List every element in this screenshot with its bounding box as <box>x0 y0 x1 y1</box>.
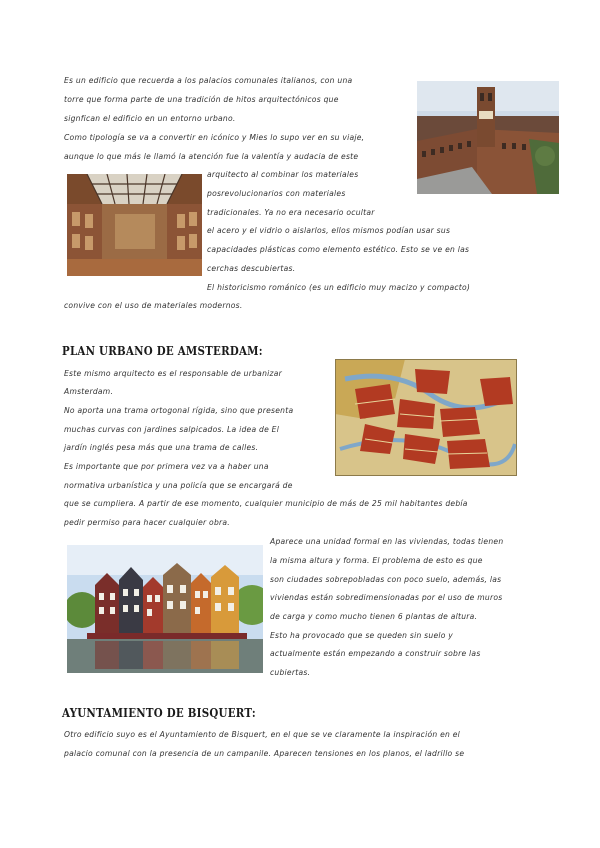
beurs-interior-photo <box>67 174 202 276</box>
section-heading-ayuntamiento: AYUNTAMIENTO DE BISQUERT: <box>62 705 256 720</box>
text-line: el acero y el vidrio o aislarlos, ellos mismos podían usar sus <box>207 226 451 235</box>
text-line: signfican el edificio en un entorno urbano. <box>64 114 236 123</box>
text-line: Como tipología se va a convertir en icónico y Mies lo supo ver en su viaje, <box>64 133 365 142</box>
text-line: Aparece una unidad formal en las viviendas, todas tienen <box>270 537 504 546</box>
text-line: El historicismo románico (es un edificio muy macizo y compacto) <box>207 283 471 292</box>
beurs-exterior-photo <box>417 81 559 194</box>
text-line: viviendas están sobredimensionadas por el uso de muros <box>270 593 503 602</box>
text-line: muchas curvas con jardines salpicados. La idea de El <box>64 425 280 434</box>
text-line: tradicionales. Ya no era necesario ocultar <box>207 208 375 217</box>
text-line: que se cumpliera. A partir de ese momento, cualquier municipio de más de 25 mil habitantes debía <box>64 499 468 508</box>
text-line: Esto ha provocado que se queden sin suelo y <box>270 631 454 640</box>
text-line: Es importante que por primera vez va a haber una <box>64 462 269 471</box>
text-line: cubiertas. <box>270 668 311 677</box>
text-line: jardín inglés pesa más que una trama de calles. <box>64 443 259 452</box>
text-line: pedir permiso para hacer cualquier obra. <box>64 518 230 527</box>
text-line: cerchas descubiertas. <box>207 264 296 273</box>
text-line: posrevolucionarios con materiales <box>207 189 346 198</box>
text-line: palacio comunal con la presencia de un campanile. Aparecen tensiones en los planos, el ladrillo se <box>64 749 465 758</box>
text-line: actualmente están empezando a construir sobre las <box>270 649 481 658</box>
text-line: capacidades plásticas como elemento estético. Esto se ve en las <box>207 245 470 254</box>
text-line: torre que forma parte de una tradición de hitos arquitectónicos que <box>64 95 339 104</box>
text-line: la misma altura y forma. El problema de esto es que <box>270 556 483 565</box>
amsterdam-canal-houses-photo <box>67 545 263 673</box>
text-line: Otro edificio suyo es el Ayuntamiento de Bisquert, en el que se ve claramente la inspiración en el <box>64 730 461 739</box>
text-line: No aporta una trama ortogonal rígida, sino que presenta <box>64 406 294 415</box>
text-line: convive con el uso de materiales modernos. <box>64 301 243 310</box>
text-line: Es un edificio que recuerda a los palacios comunales italianos, con una <box>64 76 353 85</box>
text-line: normativa urbanística y una policía que se encargará de <box>64 481 293 490</box>
text-line: de carga y como mucho tienen 6 plantas de altura. <box>270 612 478 621</box>
section-heading-plan-urbano: PLAN URBANO DE AMSTERDAM: <box>62 343 263 358</box>
text-line: son ciudades sobrepobladas con poco suelo, además, las <box>270 575 502 584</box>
text-line: Amsterdam. <box>64 387 114 396</box>
amsterdam-plan-map <box>335 359 517 476</box>
text-line: aunque lo que más le llamó la atención fue la valentía y audacia de este <box>64 152 359 161</box>
text-line: arquitecto al combinar los materiales <box>207 170 359 179</box>
text-line: Este mismo arquitecto es el responsable de urbanizar <box>64 369 283 378</box>
